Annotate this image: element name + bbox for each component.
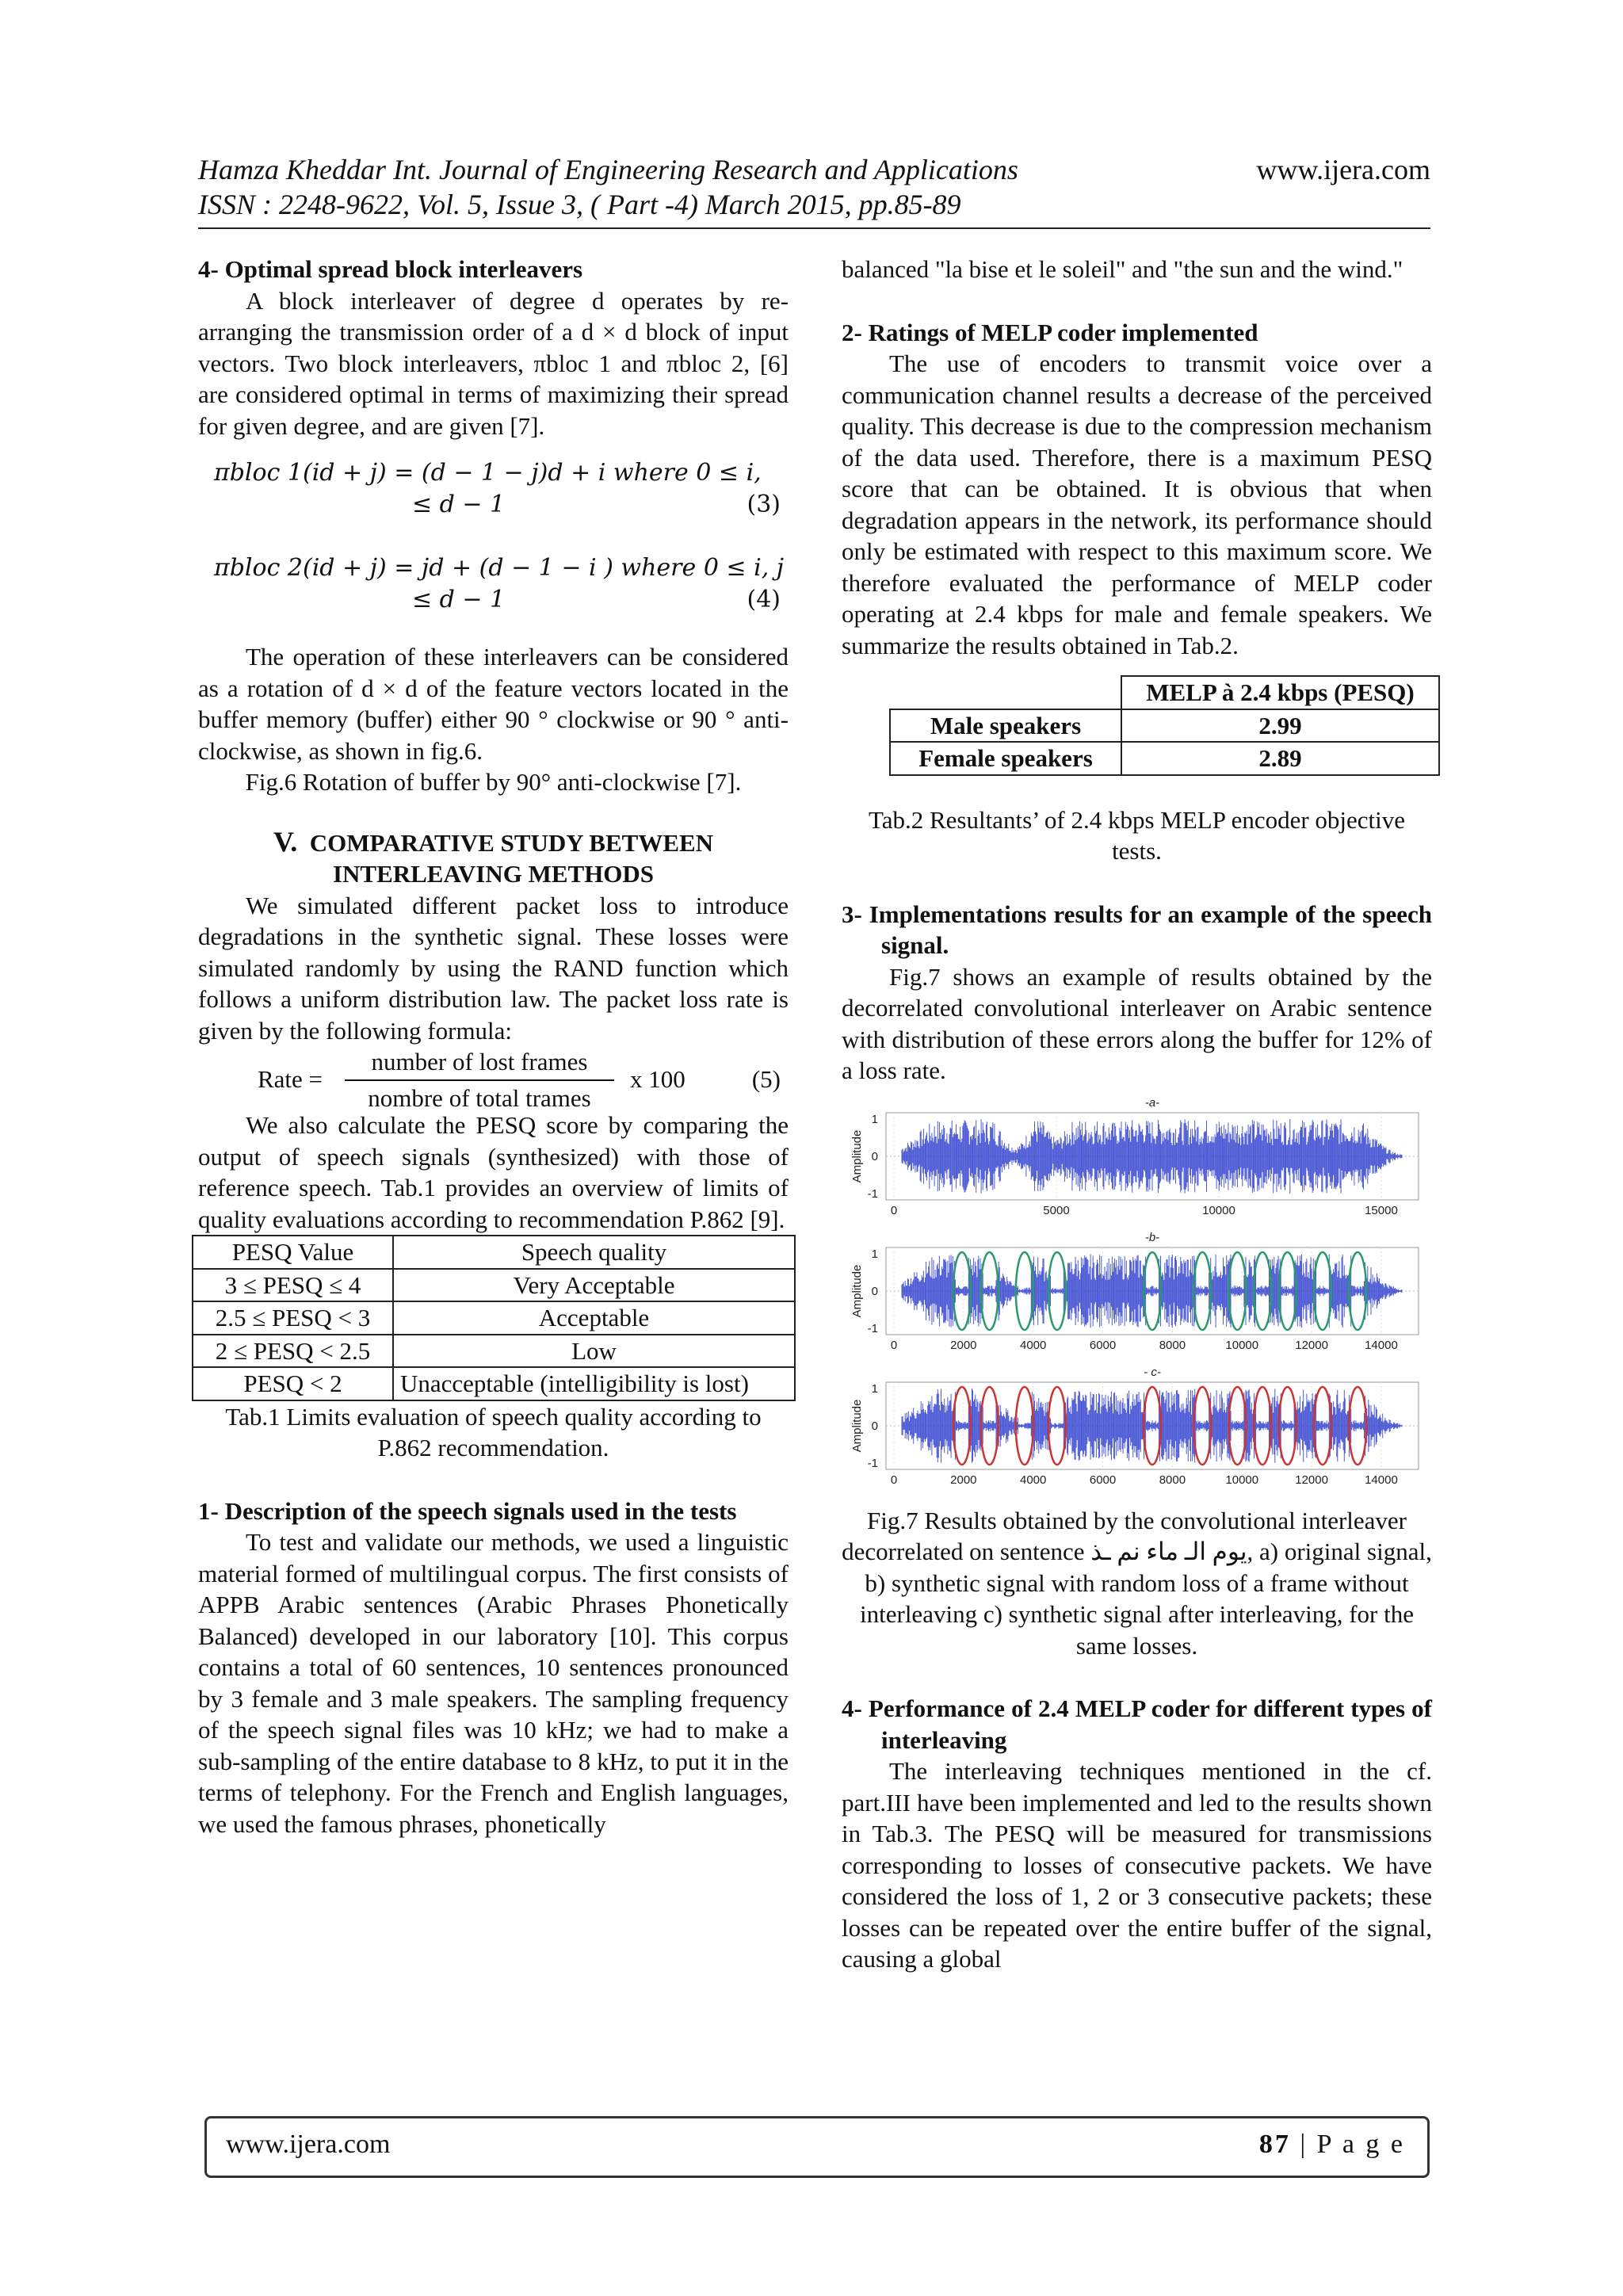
equation-3: πbloc 1(id + j) = (d − 1 − j)d + i where 0 ≤ i, ≤ d − 1 (3) [214, 459, 781, 518]
section-3-paragraph: Fig.7 shows an example of results obtained by the decorrelated convolutional interleaver on Arabic sentence with distribution of these errors along the buffer for 12% of a loss rate. [842, 962, 1432, 1084]
y-tick-label: 1 [871, 1381, 878, 1396]
x-tick-label: 8000 [1159, 1473, 1186, 1487]
x-tick-label: 10000 [1225, 1338, 1259, 1352]
x-tick-label: 4000 [1020, 1338, 1047, 1352]
x-tick-label: 15000 [1365, 1203, 1398, 1217]
y-axis-label: Amplitude [850, 1129, 864, 1182]
section-3-heading: 3- Implementations results for an example of the speech signal. [842, 900, 1432, 959]
section-2-heading: 2- Ratings of MELP coder implemented [842, 318, 1258, 346]
header-divider [198, 227, 1430, 229]
x-tick-label: 2000 [950, 1338, 977, 1352]
table-row: 2.5 ≤ PESQ < 3 Acceptable [193, 1301, 795, 1335]
x-tick-label: 8000 [1159, 1338, 1186, 1352]
x-tick-label: 14000 [1365, 1338, 1398, 1352]
x-tick-label: 2000 [950, 1473, 977, 1487]
y-tick-label: 0 [871, 1284, 878, 1298]
x-tick-label: 12000 [1295, 1338, 1328, 1352]
footer-url[interactable]: www.ijera.com [226, 2130, 391, 2159]
section-4b-heading: 4- Performance of 2.4 MELP coder for different types of interleaving [842, 1694, 1432, 1754]
section-1-heading: 1- Description of the speech signals used in the tests [198, 1496, 737, 1525]
section-2-paragraph: The use of encoders to transmit voice over a communication channel results a decrease of the perceived quality. This decrease is due to the compression mechanism of the data used. Therefore, there is a maximum PESQ score that can be obtained. It is obvious that when degradation appears in the network, its performance should only be estimated with respect to this maximum score. We therefore evaluated the performance of MELP coder operating at 2.4 kbps for male and female speakers. We summarize the results obtained in Tab.2. [842, 350, 1432, 659]
panel-label: - c- [1144, 1365, 1161, 1379]
table-2-caption: Tab.2 Resultants’ of 2.4 kbps MELP encoder objective tests. [868, 805, 1406, 865]
y-tick-label: -1 [867, 1456, 878, 1470]
y-tick-label: 0 [871, 1419, 878, 1433]
y-tick-label: 1 [871, 1247, 878, 1261]
section-4-paragraph-2: The operation of these interleavers can be considered as a rotation of d × d of the feature vectors located in the buffer memory (buffer) either 90 ° clockwise or 90 ° anti-clockwise, as shown in fig.6. [198, 643, 789, 765]
table-1 [192, 1235, 796, 1401]
y-axis-label: Amplitude [850, 1399, 864, 1452]
table-row: 2 ≤ PESQ < 2.5 Low [193, 1335, 795, 1368]
x-tick-label: 0 [890, 1473, 898, 1487]
y-tick-label: -1 [867, 1321, 878, 1335]
page-number: 87 | P a g e [1258, 2130, 1405, 2159]
fig6-caption: Fig.6 Rotation of buffer by 90° anti-clockwise [7]. [245, 768, 742, 796]
section-4-paragraph-1: A block interleaver of degree d operates by re-arranging the transmission order of a d × d block of input vectors. Two block interleavers, πbloc 1 and πbloc 2, [6] are considered optimal in terms of maximizing their spread for given degree, and are given [7]. [198, 286, 789, 440]
header-url[interactable]: www.ijera.com [1256, 154, 1430, 185]
table-row: PESQ Value Speech quality [193, 1236, 795, 1269]
left-column [198, 254, 789, 1839]
x-tick-label: 14000 [1365, 1473, 1398, 1487]
section-4b-paragraph: The interleaving techniques mentioned in the cf. part.III have been implemented and led to the results shown in Tab.3. The PESQ will be measured for transmissions corresponding to losses of consecutive packets. We have considered the loss of 1, 2 or 3 consecutive packets; these losses can be repeated over the entire buffer of the signal, causing a global [842, 1757, 1432, 1973]
section-1-paragraph: To test and validate our methods, we used a linguistic material formed of multilingual corpus. The first consists of APPB Arabic sentences (Arabic Phrases Phonetically Balanced) developed in our laboratory [10]. This corpus contains a total of 60 sentences, 10 sentences pronounced by 3 female and 3 male speakers. The sampling frequency of the speech signal files was 10 kHz; we had to make a sub-sampling of the entire database to 8 kHz, to put it in the terms of telephony. For the French and English languages, we used the famous phrases, phonetically [198, 1528, 789, 1838]
page-footer [204, 2116, 1430, 2178]
x-tick-label: 12000 [1295, 1473, 1328, 1487]
section-v-paragraph-2: We also calculate the PESQ score by comparing the output of speech signals (synthesized) with those of reference speech. Tab.1 provides an overview of limits of quality evaluations according to recommendation P.862 [9]. [198, 1111, 789, 1233]
table-row: 3 ≤ PESQ ≤ 4 Very Acceptable [193, 1269, 795, 1302]
x-tick-label: 0 [890, 1338, 898, 1352]
table-row: Female speakers 2.89 [890, 742, 1439, 775]
panel-label: -a- [1144, 1095, 1160, 1110]
panel-label: -b- [1144, 1230, 1160, 1244]
table-row: MELP à 2.4 kbps (PESQ) [890, 676, 1439, 709]
table-row: Male speakers 2.99 [890, 709, 1439, 743]
x-tick-label: 5000 [1043, 1203, 1070, 1217]
y-axis-label: Amplitude [850, 1264, 864, 1317]
x-tick-label: 6000 [1089, 1473, 1117, 1487]
equation-5: Rate = number of lost frames nombre of total trames x 100 (5) [258, 1048, 781, 1112]
section-v-paragraph-1: We simulated different packet loss to introduce degradations in the synthetic signal. These losses were simulated randomly by using the RAND function which follows a uniform distribution law. The packet loss rate is given by the following formula: [198, 891, 789, 1045]
journal-issn: ISSN : 2248-9622, Vol. 5, Issue 3, ( Part -4) March 2015, pp.85-89 [198, 189, 961, 220]
x-tick-label: 10000 [1225, 1473, 1259, 1487]
y-tick-label: -1 [867, 1186, 878, 1201]
fig7-caption: Fig.7 Results obtained by the convolutional interleaver decorrelated on sentence يوم الـ ماء نم ـذ, a) original signal, b) synthetic signal with random loss of a frame without interleaving c) synthetic signal after interleaving, for the same losses. [842, 1506, 1432, 1660]
page-header [198, 152, 1430, 222]
table-row: PESQ < 2 Unacceptable (intelligibility is lost) [193, 1367, 795, 1400]
equation-4: πbloc 2(id + j) = jd + (d − 1 − i ) where 0 ≤ i, j ≤ d − 1 (4) [214, 554, 785, 613]
section-4-heading: 4- Optimal spread block interleavers [198, 255, 583, 283]
figure-7 [838, 1093, 1434, 1505]
table-2 [889, 675, 1440, 776]
y-tick-label: 1 [871, 1112, 878, 1126]
continued-paragraph: balanced "la bise et le soleil" and "the sun and the wind." [842, 255, 1403, 283]
x-tick-label: 10000 [1202, 1203, 1235, 1217]
section-v-heading: V. COMPARATIVE STUDY BETWEEN INTERLEAVING METHODS [273, 825, 714, 888]
table-1-caption: Tab.1 Limits evaluation of speech quality according to P.862 recommendation. [225, 1402, 762, 1461]
journal-title: Hamza Kheddar Int. Journal of Engineering Research and Applications [198, 154, 1018, 185]
right-column [842, 254, 1432, 1975]
x-tick-label: 6000 [1089, 1338, 1117, 1352]
x-tick-label: 4000 [1020, 1473, 1047, 1487]
y-tick-label: 0 [871, 1149, 878, 1163]
x-tick-label: 0 [890, 1203, 898, 1217]
